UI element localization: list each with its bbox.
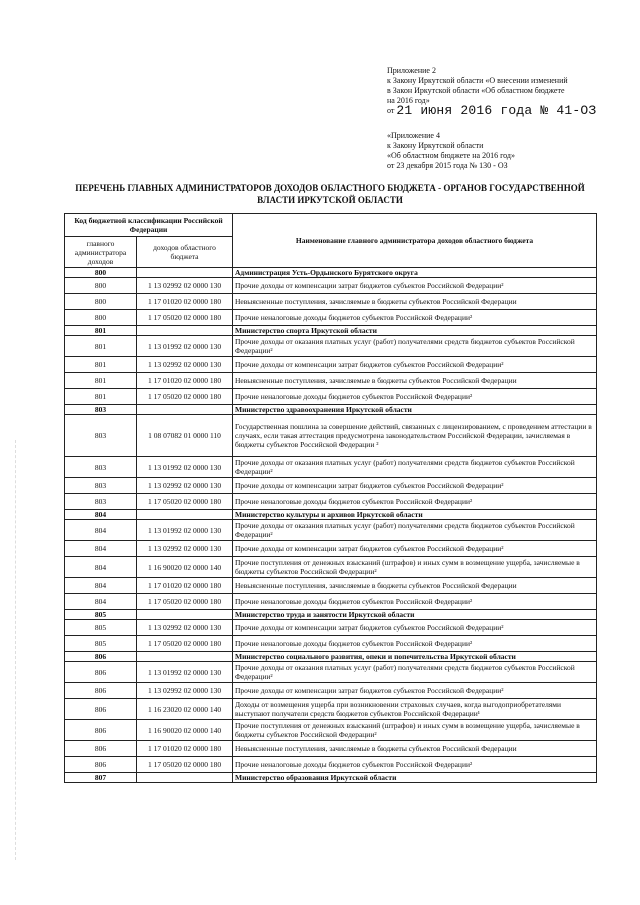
revenue-code-cell: 1 13 01992 02 0000 130 (137, 520, 233, 541)
name-cell: Невыясненные поступления, зачисляемые в бюджеты субъектов Российской Федерации (233, 373, 597, 389)
admin-code-cell: 806 (65, 757, 137, 773)
revenue-administrators-table (64, 213, 597, 783)
scan-artifact-line (15, 440, 17, 860)
revenue-code-cell (137, 652, 233, 662)
table-row (65, 310, 597, 326)
annex-block (387, 66, 632, 116)
document-title (60, 183, 600, 206)
table-row (65, 594, 597, 610)
admin-code-cell: 803 (65, 405, 137, 415)
name-cell: Прочие неналоговые доходы бюджетов субъектов Российской Федерации² (233, 636, 597, 652)
name-cell: Прочие доходы от оказания платных услуг (работ) получателями средств бюджетов субъектов Российской Федерации² (233, 520, 597, 541)
revenue-code-cell: 1 16 90020 02 0000 140 (137, 557, 233, 578)
header-code: Код бюджетной классификации Российской Федерации (65, 214, 233, 237)
revenue-code-cell: 1 17 05020 02 0000 180 (137, 389, 233, 405)
admin-code-cell: 803 (65, 415, 137, 457)
table-row (65, 720, 597, 741)
admin-code-cell: 800 (65, 278, 137, 294)
revenue-code-cell: 1 17 01020 02 0000 180 (137, 294, 233, 310)
annex-date-prefix: от (387, 106, 395, 115)
revenue-code-cell: 1 13 01992 02 0000 130 (137, 336, 233, 357)
admin-code-cell: 806 (65, 662, 137, 683)
revenue-code-cell: 1 13 01992 02 0000 130 (137, 457, 233, 478)
name-cell: Невыясненные поступления, зачисляемые в бюджеты субъектов Российской Федерации (233, 294, 597, 310)
name-cell: Администрация Усть-Ордынского Бурятского округа (233, 268, 597, 278)
revenue-code-cell: 1 16 23020 02 0000 140 (137, 699, 233, 720)
admin-code-cell: 804 (65, 594, 137, 610)
admin-code-cell: 800 (65, 294, 137, 310)
table-row (65, 662, 597, 683)
group-row (65, 326, 597, 336)
original-annex-line-4: от 23 декабря 2015 года № 130 - ОЗ (387, 161, 508, 170)
admin-code-cell: 805 (65, 620, 137, 636)
name-cell: Доходы от возмещения ущерба при возникновении страховых случаев, когда выгодоприобретателями выступают получатели средств бюджетов субъектов Российской Федерации¹ (233, 699, 597, 720)
name-cell: Невыясненные поступления, зачисляемые в бюджеты субъектов Российской Федерации (233, 741, 597, 757)
name-cell: Прочие неналоговые доходы бюджетов субъектов Российской Федерации² (233, 594, 597, 610)
annex-line-1: Приложение 2 (387, 66, 436, 75)
revenue-code-cell: 1 13 02992 02 0000 130 (137, 620, 233, 636)
name-cell: Прочие неналоговые доходы бюджетов субъектов Российской Федерации² (233, 389, 597, 405)
table-row (65, 457, 597, 478)
table-row (65, 357, 597, 373)
admin-code-cell: 803 (65, 494, 137, 510)
group-row (65, 773, 597, 783)
admin-code-cell: 805 (65, 610, 137, 620)
group-row (65, 652, 597, 662)
table-row (65, 373, 597, 389)
original-annex-line-2: к Закону Иркутской области (387, 141, 484, 150)
admin-code-cell: 801 (65, 389, 137, 405)
revenue-code-cell (137, 405, 233, 415)
name-cell: Прочие доходы от оказания платных услуг (работ) получателями средств бюджетов субъектов Российской Федерации² (233, 457, 597, 478)
admin-code-cell: 800 (65, 268, 137, 278)
name-cell: Министерство спорта Иркутской области (233, 326, 597, 336)
revenue-code-cell: 1 08 07082 01 0000 110 (137, 415, 233, 457)
annex-date-stamp: 21 июня 2016 года № 41-ОЗ (396, 103, 597, 118)
annex-line-4: на 2016 год» (387, 96, 430, 105)
table-row (65, 757, 597, 773)
admin-code-cell: 804 (65, 520, 137, 541)
name-cell: Министерство труда и занятости Иркутской области (233, 610, 597, 620)
admin-code-cell: 804 (65, 510, 137, 520)
name-cell: Прочие неналоговые доходы бюджетов субъектов Российской Федерации² (233, 310, 597, 326)
name-cell: Министерство культуры и архивов Иркутской области (233, 510, 597, 520)
name-cell: Прочие неналоговые доходы бюджетов субъектов Российской Федерации² (233, 757, 597, 773)
table-body (65, 268, 597, 783)
revenue-code-cell: 1 13 02992 02 0000 130 (137, 278, 233, 294)
group-row (65, 610, 597, 620)
admin-code-cell: 804 (65, 557, 137, 578)
title-line-1: ПЕРЕЧЕНЬ ГЛАВНЫХ АДМИНИСТРАТОРОВ ДОХОДОВ ОБЛАСТНОГО БЮДЖЕТА - ОРГАНОВ ГОСУДАРСТВЕННОЙ (75, 183, 585, 193)
table-row (65, 557, 597, 578)
name-cell: Прочие поступления от денежных взысканий (штрафов) и иных сумм в возмещение ущерба, зачисляемые в бюджеты субъектов Российской Федерации² (233, 557, 597, 578)
name-cell: Министерство социального развития, опеки и попечительства Иркутской области (233, 652, 597, 662)
table-row (65, 389, 597, 405)
admin-code-cell: 801 (65, 326, 137, 336)
admin-code-cell: 801 (65, 373, 137, 389)
name-cell: Государственная пошлина за совершение действий, связанных с лицензированием, с проведением аттестации в случаях, если такая аттестация предусмотрена законодательством Российской Федерации, зачисляемая в бюджеты субъектов Российской Федерации ² (233, 415, 597, 457)
original-annex-line-1: «Приложение 4 (387, 131, 440, 140)
name-cell: Прочие доходы от компенсации затрат бюджетов субъектов Российской Федерации² (233, 620, 597, 636)
original-annex-block (387, 131, 632, 171)
group-row (65, 405, 597, 415)
group-row (65, 268, 597, 278)
original-annex-line-3: «Об областном бюджете на 2016 год» (387, 151, 515, 160)
admin-code-cell: 807 (65, 773, 137, 783)
admin-code-cell: 806 (65, 683, 137, 699)
header-revenue: доходов областного бюджета (137, 237, 233, 268)
admin-code-cell: 803 (65, 478, 137, 494)
table-row (65, 520, 597, 541)
name-cell: Прочие доходы от компенсации затрат бюджетов субъектов Российской Федерации² (233, 478, 597, 494)
name-cell: Невыясненные поступления, зачисляемые в бюджеты субъектов Российской Федерации (233, 578, 597, 594)
header-name: Наименование главного администратора доходов областного бюджета (233, 214, 597, 268)
revenue-code-cell (137, 268, 233, 278)
name-cell: Министерство образования Иркутской области (233, 773, 597, 783)
admin-code-cell: 804 (65, 578, 137, 594)
name-cell: Прочие доходы от компенсации затрат бюджетов субъектов Российской Федерации² (233, 683, 597, 699)
name-cell: Прочие доходы от оказания платных услуг (работ) получателями средств бюджетов субъектов Российской Федерации² (233, 662, 597, 683)
admin-code-cell: 805 (65, 636, 137, 652)
revenue-code-cell: 1 17 01020 02 0000 180 (137, 578, 233, 594)
table-row (65, 683, 597, 699)
revenue-code-cell: 1 17 05020 02 0000 180 (137, 310, 233, 326)
name-cell: Прочие доходы от компенсации затрат бюджетов субъектов Российской Федерации² (233, 541, 597, 557)
table-row (65, 578, 597, 594)
admin-code-cell: 801 (65, 336, 137, 357)
annex-line-2: к Закону Иркутской области «О внесении изменений (387, 76, 568, 85)
admin-code-cell: 806 (65, 699, 137, 720)
revenue-code-cell: 1 17 01020 02 0000 180 (137, 373, 233, 389)
header-admin: главного администратора доходов (65, 237, 137, 268)
admin-code-cell: 806 (65, 720, 137, 741)
revenue-code-cell: 1 17 01020 02 0000 180 (137, 741, 233, 757)
admin-code-cell: 806 (65, 741, 137, 757)
revenue-code-cell (137, 326, 233, 336)
table-row (65, 541, 597, 557)
name-cell: Прочие доходы от компенсации затрат бюджетов субъектов Российской Федерации² (233, 278, 597, 294)
revenue-code-cell: 1 17 05020 02 0000 180 (137, 494, 233, 510)
group-row (65, 510, 597, 520)
revenue-code-cell: 1 17 05020 02 0000 180 (137, 594, 233, 610)
revenue-code-cell: 1 16 90020 02 0000 140 (137, 720, 233, 741)
revenue-code-cell: 1 17 05020 02 0000 180 (137, 757, 233, 773)
name-cell: Министерство здравоохранения Иркутской области (233, 405, 597, 415)
name-cell: Прочие поступления от денежных взысканий (штрафов) и иных сумм в возмещение ущерба, зачисляемые в бюджеты субъектов Российской Федерации² (233, 720, 597, 741)
table-row (65, 336, 597, 357)
table-row (65, 620, 597, 636)
name-cell: Прочие доходы от оказания платных услуг (работ) получателями средств бюджетов субъектов Российской Федерации² (233, 336, 597, 357)
revenue-code-cell: 1 13 02992 02 0000 130 (137, 357, 233, 373)
table-row (65, 294, 597, 310)
revenue-code-cell (137, 510, 233, 520)
revenue-code-cell: 1 17 05020 02 0000 180 (137, 636, 233, 652)
table-row (65, 278, 597, 294)
admin-code-cell: 800 (65, 310, 137, 326)
revenue-code-cell (137, 610, 233, 620)
table-row (65, 741, 597, 757)
title-line-2: ВЛАСТИ ИРКУТСКОЙ ОБЛАСТИ (257, 194, 403, 205)
admin-code-cell: 806 (65, 652, 137, 662)
table-row (65, 699, 597, 720)
revenue-code-cell: 1 13 02992 02 0000 130 (137, 683, 233, 699)
revenue-code-cell: 1 13 01992 02 0000 130 (137, 662, 233, 683)
name-cell: Прочие неналоговые доходы бюджетов субъектов Российской Федерации² (233, 494, 597, 510)
revenue-code-cell: 1 13 02992 02 0000 130 (137, 541, 233, 557)
annex-line-3: в Закон Иркутской области «Об областном бюджете (387, 86, 565, 95)
revenue-code-cell (137, 773, 233, 783)
admin-code-cell: 804 (65, 541, 137, 557)
name-cell: Прочие доходы от компенсации затрат бюджетов субъектов Российской Федерации² (233, 357, 597, 373)
admin-code-cell: 803 (65, 457, 137, 478)
table-row (65, 478, 597, 494)
table-row (65, 415, 597, 457)
table-row (65, 636, 597, 652)
revenue-code-cell: 1 13 02992 02 0000 130 (137, 478, 233, 494)
table-row (65, 494, 597, 510)
admin-code-cell: 801 (65, 357, 137, 373)
annex-date (387, 103, 632, 118)
